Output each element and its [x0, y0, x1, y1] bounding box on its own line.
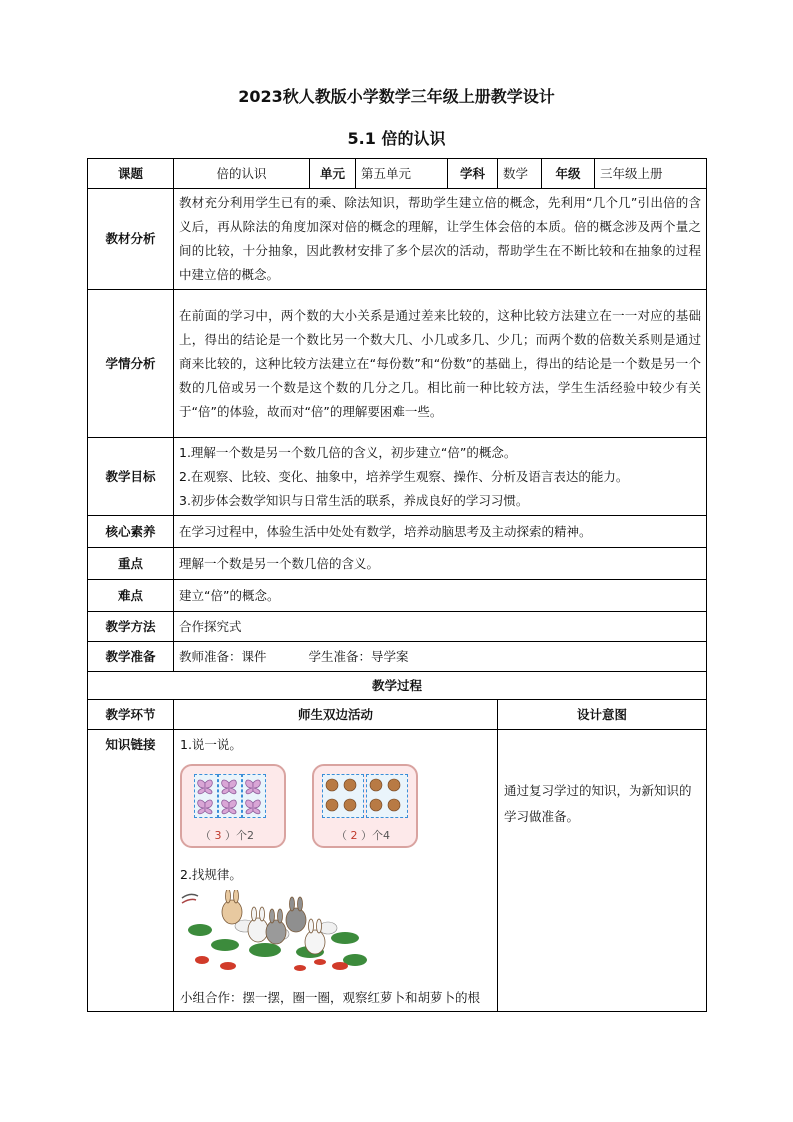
grade-label: 年级 [542, 159, 595, 189]
unit-label: 单元 [310, 159, 356, 189]
key-point-text: 理解一个数是另一个数几倍的含义。 [174, 548, 707, 580]
teaching-goals [174, 438, 707, 516]
teaching-method-text: 合作探究式 [174, 612, 707, 642]
textbook-analysis-label: 教材分析 [88, 189, 174, 290]
puppy-icon [322, 774, 406, 818]
goal-item: 2.在观察、比较、变化、抽象中，培养学生观察、操作、分析及语言表达的能力。 [179, 468, 629, 484]
core-literacy-text: 在学习过程中，体验生活中处处有数学，培养动脑思考及主动探索的精神。 [174, 516, 707, 548]
learner-analysis-label: 学情分析 [88, 290, 174, 438]
intent-text: 通过复习学过的知识，为新知识的学习做准备。 [504, 783, 692, 824]
butterfly-caption: （ 3 ）个2 [200, 829, 254, 842]
puppy-caption: （ 2 ）个4 [336, 829, 390, 842]
key-point-label: 重点 [88, 548, 174, 580]
teacher-prep: 教师准备：课件 [179, 648, 267, 664]
rabbits-carrots-illustration [180, 890, 372, 976]
topic-label: 课题 [88, 159, 174, 189]
lesson-title: 5.1 倍的认识 [347, 129, 446, 148]
difficulty-text: 建立“倍”的概念。 [174, 580, 707, 612]
learner-analysis-text: 在前面的学习中，两个数的大小关系是通过差来比较的，这种比较方法建立在一一对应的基础上，得出的结论是一个数比另一个数大几、小几或多几、少几；而两个数的倍数关系则是通过商来比较的，这种比较方法建立在“每份数”和“份数”的基础上，得出的结论是一个数是另一个数的几倍或另一个数是这个数的几分之几。相比前一种比较方法，学生生活经验中较少有关于“倍”的体验，故而对“倍”的理解要困难一些。 [174, 290, 707, 438]
butterfly-icon [194, 774, 266, 818]
topic-value: 倍的认识 [174, 159, 310, 189]
activity-item-2: 2.找规律。 [180, 867, 242, 882]
subject-value: 数学 [498, 159, 542, 189]
activity-column-header: 师生双边活动 [174, 700, 498, 730]
teaching-goals-label: 教学目标 [88, 438, 174, 516]
intent-column-header: 设计意图 [498, 700, 707, 730]
butterfly-card [180, 764, 286, 848]
process-heading: 教学过程 [88, 672, 707, 700]
stage-knowledge-link: 知识链接 [88, 730, 174, 1012]
teaching-method-label: 教学方法 [88, 612, 174, 642]
difficulty-label: 难点 [88, 580, 174, 612]
teaching-prep-label: 教学准备 [88, 642, 174, 672]
puppy-card [312, 764, 418, 848]
student-prep: 学生准备：导学案 [308, 648, 409, 664]
activity-item-3: 小组合作：摆一摆，圈一圈，观察红萝卜和胡萝卜的根 [180, 990, 481, 1005]
textbook-analysis-text: 教材充分利用学生已有的乘、除法知识，帮助学生建立倍的概念，先利用“几个几”引出倍的含义后，再从除法的角度加深对倍的概念的理解，让学生体会倍的本质。倍的概念涉及两个量之间的比较，十分抽象，因此教材安排了多个层次的活动，帮助学生在不断比较和在抽象的过程中建立倍的概念。 [174, 189, 707, 290]
subject-label: 学科 [448, 159, 498, 189]
core-literacy-label: 核心素养 [88, 516, 174, 548]
document-title: 2023秋人教版小学数学三年级上册教学设计 [238, 87, 555, 106]
unit-value: 第五单元 [356, 159, 448, 189]
activity-item-1: 1.说一说。 [180, 737, 242, 752]
lesson-plan-table [87, 158, 707, 1012]
teaching-prep [174, 642, 707, 672]
stage-column-header: 教学环节 [88, 700, 174, 730]
goal-item: 3.初步体会数学知识与日常生活的联系，养成良好的学习习惯。 [179, 492, 529, 508]
intent-cell [498, 730, 707, 1012]
activity-cell [174, 730, 498, 1012]
grade-value: 三年级上册 [595, 159, 707, 189]
goal-item: 1.理解一个数是另一个数几倍的含义，初步建立“倍”的概念。 [179, 444, 517, 460]
